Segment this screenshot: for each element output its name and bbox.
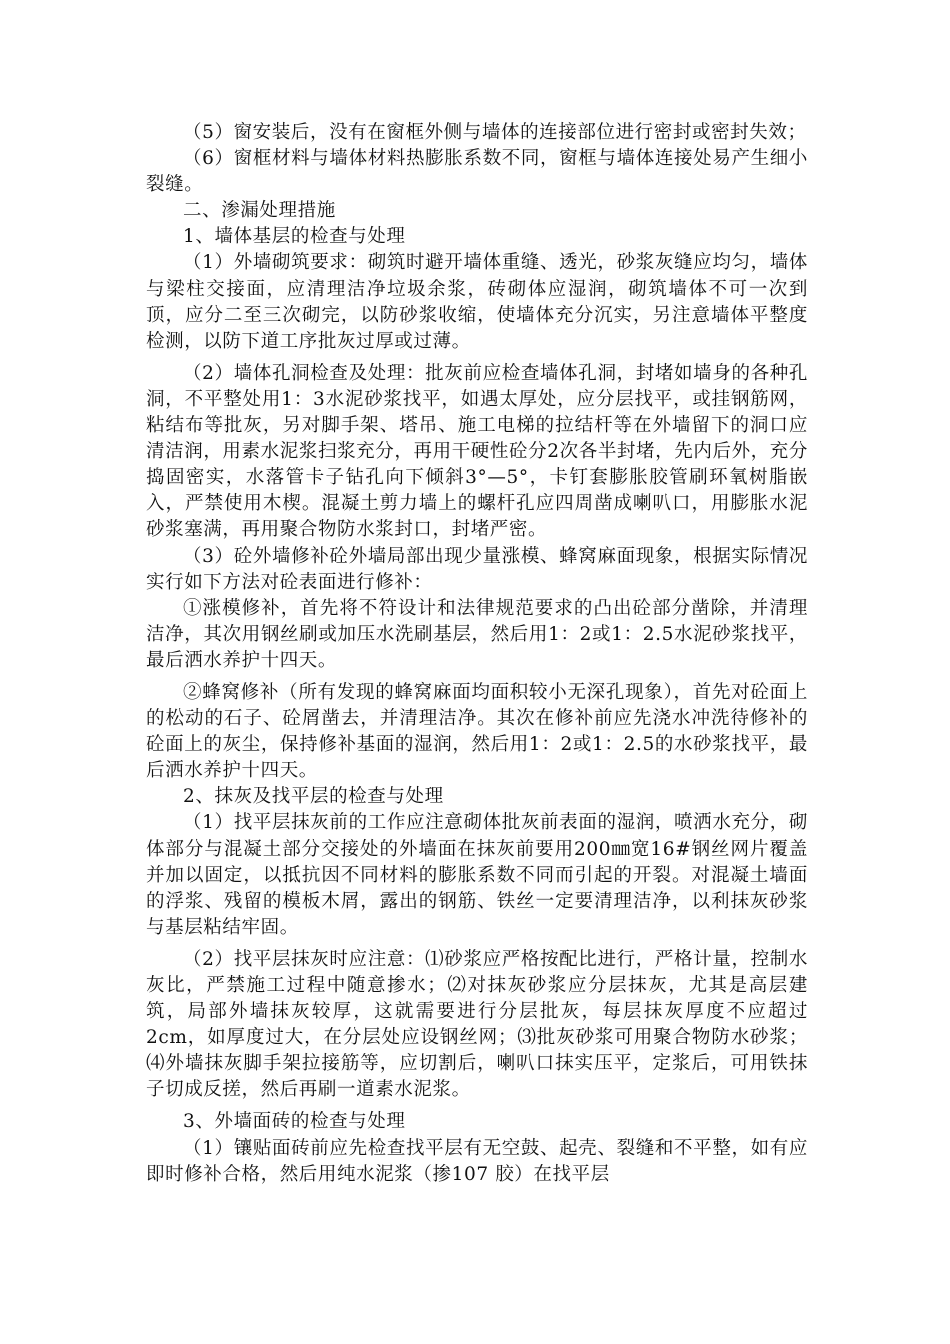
paragraph-concrete-repair: （3）砼外墙修补砼外墙局部出现少量涨模、蜂窝麻面现象，根据实际情况实行如下方法对砼表面进行修补：: [146, 545, 808, 593]
paragraph-tile-inspection: （1）镶贴面砖前应先检查找平层有无空鼓、起壳、裂缝和不平整，如有应即时修补合格，然后用纯水泥浆（掺107 胶）在找平层: [146, 1137, 808, 1185]
subsection-heading-1: 1、墙体基层的检查与处理: [183, 226, 406, 248]
paragraph-expansion-repair: ①涨模修补，首先将不符设计和法律规范要求的凸出砼部分凿除，并清理洁净，其次用钢丝刷或加压水洗刷基层，然后用1：2或1：2.5水泥砂浆找平，最后洒水养护十四天。: [146, 597, 808, 671]
paragraph-cause-6: （6）窗框材料与墙体材料热膨胀系数不同，窗框与墙体连接处易产生细小裂缝。: [146, 148, 808, 196]
paragraph-honeycomb-repair: ②蜂窝修补（所有发现的蜂窝麻面均面积较小无深孔现象），首先对砼面上的松动的石子、砼屑凿去，并清理洁净。其次在修补前应先浇水冲洗待修补的砼面上的灰尘，保持修补基面的湿润，然后用1：2或1：2.5的水砂浆找平，最后洒水养护十四天。: [146, 681, 808, 782]
paragraph-hole-inspection: （2）墙体孔洞检查及处理：批灰前应检查墙体孔洞，封堵如墙身的各种孔洞，不平整处用1：3水泥砂浆找平，如遇太厚处，应分层找平，或挂钢筋网，粘结布等批灰，另对脚手架、塔吊、施工电梯的拉结杆等在外墙留下的洞口应清洁润，用素水泥浆扫浆充分，再用干硬性砼分2次各半封堵，先内后外，充分捣固密实，水落管卡子钻孔向下倾斜3°—5°，卡钉套膨胀胶管刷环氧树脂嵌入，严禁使用木楔。混凝土剪力墙上的螺杆孔应四周凿成喇叭口，用膨胀水泥砂浆塞满，再用聚合物防水浆封口，封堵严密。: [146, 362, 808, 541]
section-heading-2: 二、渗漏处理措施: [183, 200, 336, 222]
paragraph-leveling-notes: （2）找平层抹灰时应注意：⑴砂浆应严格按配比进行，严格计量，控制水灰比，严禁施工过程中随意掺水；⑵对抹灰砂浆应分层抹灰，尤其是高层建筑，局部外墙抹灰较厚，这就需要进行分层批灰，每层抹灰厚度不应超过2cm，如厚度过大，在分层处应设钢丝网；⑶批灰砂浆可用聚合物防水砂浆；⑷外墙抹灰脚手架拉接筋等，应切割后，喇叭口抹实压平，定浆后，可用铁抹子切成反搓，然后再刷一道素水泥浆。: [146, 948, 808, 1101]
subsection-heading-3: 3、外墙面砖的检查与处理: [183, 1111, 406, 1133]
subsection-heading-2: 2、抹灰及找平层的检查与处理: [183, 786, 444, 808]
paragraph-leveling-prep: （1）找平层抹灰前的工作应注意砌体批灰前表面的湿润，喷洒水充分，砌体部分与混凝土部分交接处的外墙面在抹灰前要用200㎜宽16#钢丝网片覆盖并加以固定，以抵抗因不同材料的膨胀系数不同而引起的开裂。对混凝土墙面的浮浆、残留的模板木屑，露出的钢筋、铁丝一定要清理洁净，以利抹灰砂浆与基层粘结牢固。: [146, 812, 808, 938]
document-page: [146, 120, 808, 1188]
paragraph-cause-5: （5）窗安装后，没有在窗框外侧与墙体的连接部位进行密封或密封失效；: [183, 122, 807, 143]
paragraph-masonry-requirements: （1）外墙砌筑要求：砌筑时避开墙体重缝、透光，砂浆灰缝应均匀，墙体与梁柱交接面，应清理洁净垃圾余浆，砖砌体应湿润，砌筑墙体不可一次到顶，应分二至三次砌完，以防砂浆收缩，使墙体充分沉实，另注意墙体平整度检测，以防下道工序批灰过厚或过薄。: [146, 252, 808, 352]
